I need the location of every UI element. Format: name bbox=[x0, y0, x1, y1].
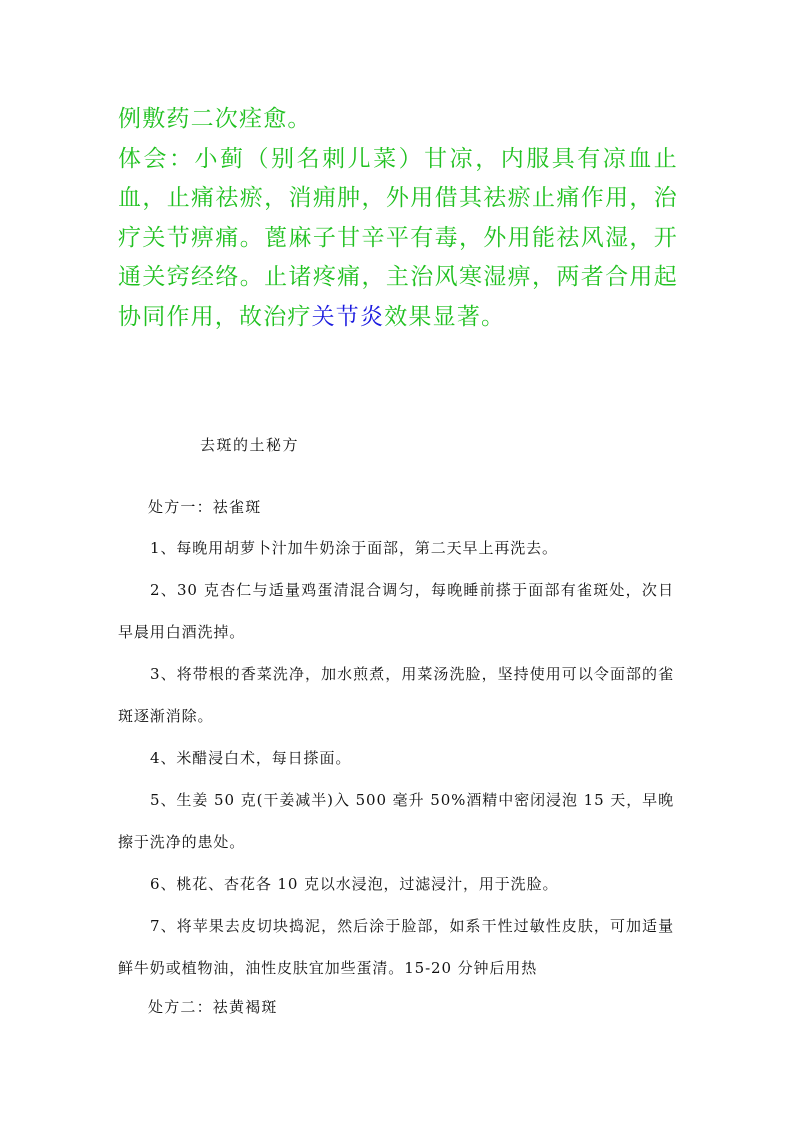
experience-section bbox=[118, 100, 678, 337]
experience-text-end: 效果显著。 bbox=[384, 303, 506, 330]
experience-paragraph bbox=[118, 140, 678, 338]
prescription-1-title: 处方一：祛雀斑 bbox=[148, 498, 262, 516]
list-item: 3、将带根的香菜洗净，加水煎煮，用菜汤洗脸，坚持使用可以令面部的雀斑逐渐消除。 bbox=[118, 665, 674, 725]
experience-text: 体会：小蓟（别名刺儿菜）甘凉，内服具有凉血止血，止痛祛瘀，消痈肿，外用借其祛瘀止痛作用，治疗关节痹痛。蓖麻子甘辛平有毒，外用能祛风湿，开通关窍经络。止诸疼痛，主治风寒湿痹，两者合用起协同作用，故治疗 bbox=[118, 145, 678, 330]
section-heading: 去斑的土秘方 bbox=[200, 436, 300, 454]
list-item: 7、将苹果去皮切块捣泥，然后涂于脸部，如系干性过敏性皮肤，可加适量鲜牛奶或植物油，油性皮肤宜加些蛋清。15-20 分钟后用热 bbox=[118, 917, 674, 977]
case-result-line: 例敷药二次痊愈。 bbox=[118, 106, 312, 132]
list-item: 1、每晚用胡萝卜汁加牛奶涂于面部，第二天早上再洗去。 bbox=[150, 539, 558, 557]
list-item: 2、30 克杏仁与适量鸡蛋清混合调匀，每晚睡前搽于面部有雀斑处，次日早晨用白酒洗掉。 bbox=[118, 581, 674, 641]
arthritis-link[interactable]: 关节炎 bbox=[311, 303, 385, 330]
list-item: 4、米醋浸白术，每日搽面。 bbox=[150, 749, 352, 767]
list-item: 5、生姜 50 克(干姜减半)入 500 毫升 50%酒精中密闭浸泡 15 天，早晚擦于洗净的患处。 bbox=[118, 791, 674, 851]
prescription-1-items bbox=[118, 527, 674, 989]
list-item: 6、桃花、杏花各 10 克以水浸泡，过滤浸汁，用于洗脸。 bbox=[150, 875, 559, 893]
prescription-2-title: 处方二：祛黄褐斑 bbox=[148, 998, 278, 1016]
